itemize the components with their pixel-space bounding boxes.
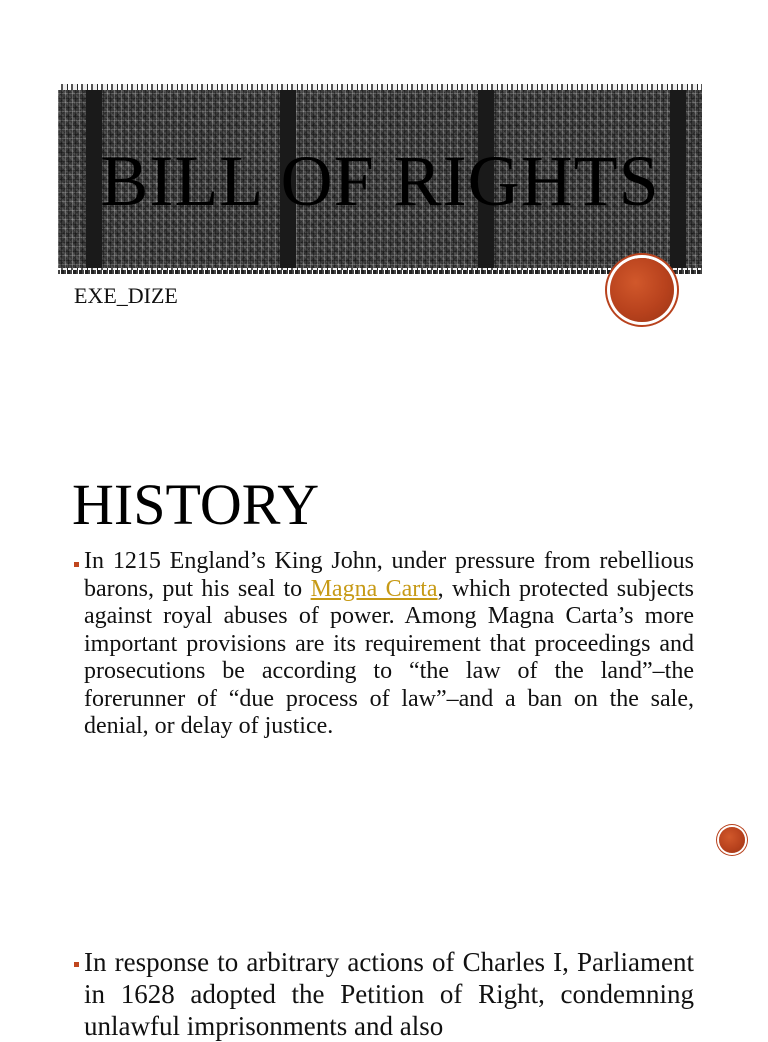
slide-subtitle: EXE_DIZE	[74, 283, 178, 308]
banner-edge-top	[58, 84, 702, 90]
magna-carta-link[interactable]: Magna Carta	[310, 575, 438, 602]
title-divider	[58, 270, 702, 274]
bullet-text: In 1215 England’s King John, under pressure from rebellious barons, put his seal to	[84, 548, 694, 602]
slide-title: BILL OF RIGHTS	[100, 141, 660, 221]
title-banner-texture	[58, 84, 702, 274]
orange-circle-icon	[610, 258, 674, 322]
square-bullet-icon	[74, 962, 79, 967]
bullet-text: In response to arbitrary actions of Charles I, Parliament in 1628 adopted the Petition of Right, condemning unlawful imprisonments and also	[84, 947, 694, 1041]
bullet-item	[84, 946, 694, 1042]
orange-circle-icon	[719, 827, 745, 853]
bullet-text-continued: , which protected subjects against royal abuses of power. Among Magna Carta’s more important provisions are its requirement that proceedings and prosecutions be according to “the law of the land”–the forerunner of “due process of law”–and a ban on the sale, denial, or delay of justice.	[84, 575, 695, 739]
square-bullet-icon	[74, 562, 79, 567]
bullet-item	[84, 548, 694, 741]
section-heading: HISTORY	[72, 472, 320, 537]
